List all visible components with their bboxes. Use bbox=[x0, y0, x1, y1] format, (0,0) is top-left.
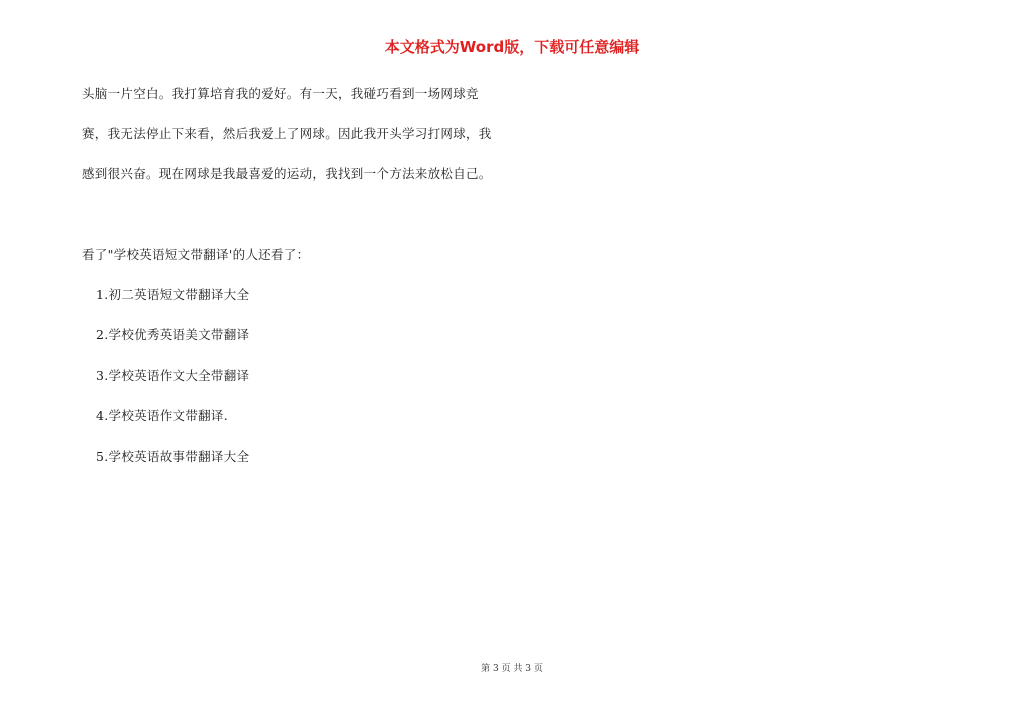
header-banner: 本文格式为Word版，下载可任意编辑 bbox=[384, 38, 640, 56]
paragraph-line-2: 赛，我无法停止下来看，然后我爱上了网球。因此我开头学习打网球，我 bbox=[82, 126, 492, 141]
related-item-3[interactable]: 3.学校英语作文大全带翻译 bbox=[96, 368, 250, 383]
related-item-4[interactable]: 4.学校英语作文带翻译. bbox=[96, 408, 228, 423]
related-item-5[interactable]: 5.学校英语故事带翻译大全 bbox=[96, 449, 250, 464]
related-item-1[interactable]: 1.初二英语短文带翻译大全 bbox=[96, 287, 250, 302]
related-item-2[interactable]: 2.学校优秀英语美文带翻译 bbox=[96, 327, 250, 342]
paragraph-line-1: 头脑一片空白。我打算培育我的爱好。有一天，我碰巧看到一场网球竞 bbox=[82, 86, 479, 101]
related-heading: 看了"学校英语短文带翻译'的人还看了： bbox=[82, 247, 310, 262]
paragraph-line-3: 感到很兴奋。现在网球是我最喜爱的运动，我找到一个方法来放松自己。 bbox=[82, 166, 492, 181]
page-footer: 第 3 页 共 3 页 bbox=[481, 664, 543, 674]
